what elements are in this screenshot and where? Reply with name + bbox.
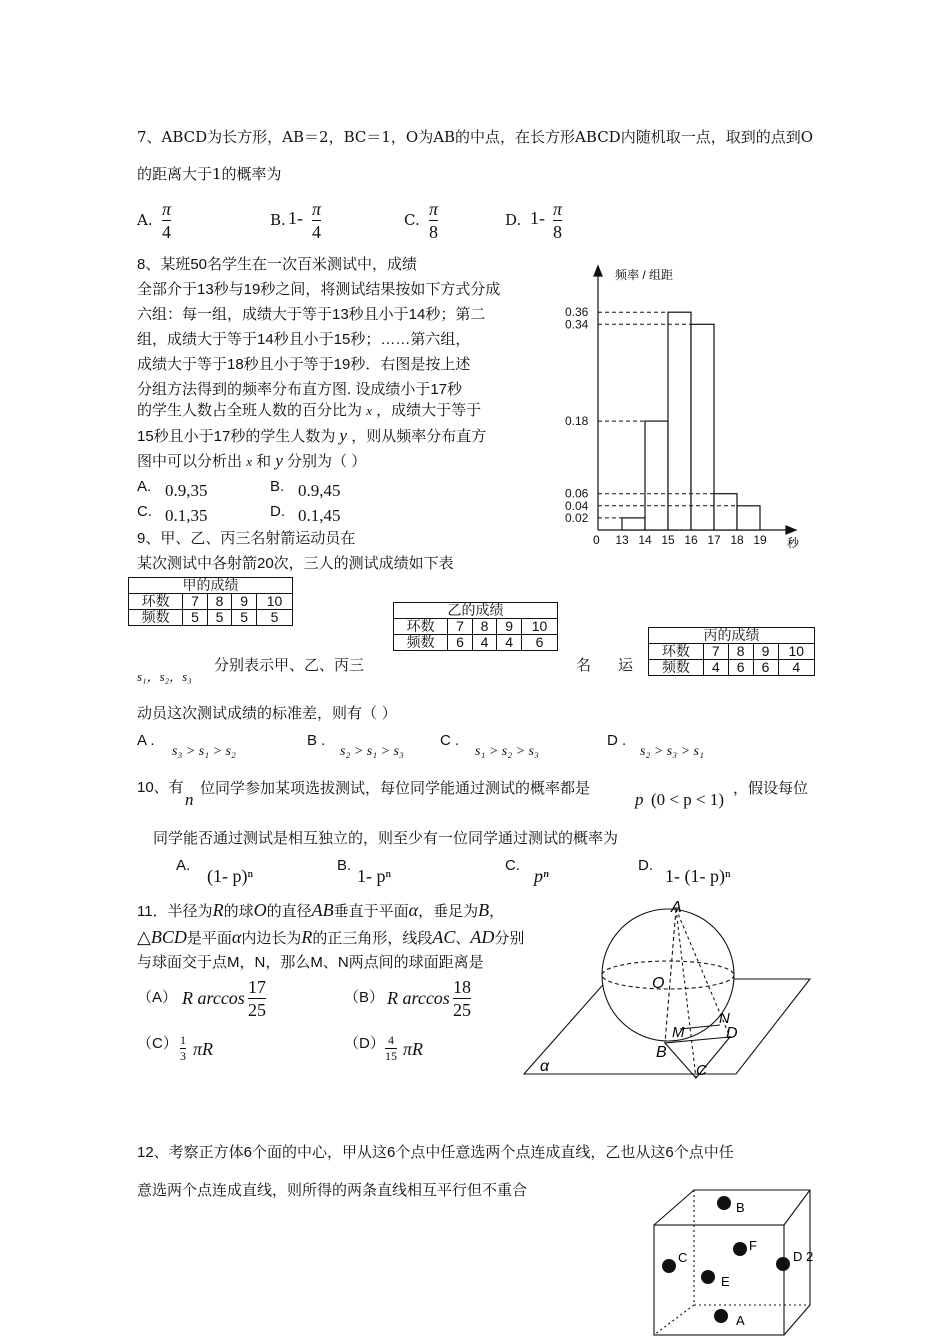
x-axis-label: 秒 [787,536,800,550]
point-D [776,1257,790,1271]
q9-desc-yun: 运 [618,656,634,674]
denominator: 4 [162,222,172,242]
label-B: B [736,1200,745,1215]
score-table-bing: 丙的成绩 环数 7 8 9 10 频数 4 6 6 4 [648,627,815,676]
point-E [701,1270,715,1284]
point-F [733,1242,747,1256]
numerator: π [312,199,322,219]
fraction [553,199,562,242]
fraction [162,199,171,242]
q9-desc: 分别表示甲、乙、丙三 [214,656,365,674]
label-D: D [726,1025,738,1042]
histogram-bar [668,312,691,530]
fraction [429,199,438,242]
q8-line: 全部介于13秒与19秒之间，将测试结果按如下方式分成 [137,281,501,298]
cube-figure [640,1185,825,1344]
point-C [662,1259,676,1273]
q11-line3: 与球面交于点M，N，那么M、N两点间的球面距离是 [137,954,484,971]
q10-n-var: n [185,790,194,809]
q9-line1: 9、甲、乙、丙三名射箭运动员在 [137,530,356,547]
q10-line2: 同学能否通过测试是相互独立的，则至少有一位同学通过测试的概率为 [153,829,619,847]
sphere [602,909,734,1041]
std-vars: s₁，s₂，s₃ [137,669,192,684]
label-C: C [678,1250,688,1265]
point-B [717,1196,731,1210]
q8-line: 六组：每一组，成绩大于等于13秒且小于14秒；第二 [137,306,486,323]
histogram-bar [691,324,714,530]
x-tick-label: 13 [615,533,629,547]
label-M: M [672,1024,685,1041]
q8-line: 成绩大于等于18秒且小于等于19秒．右图是按上述 [137,356,471,373]
q10-line1b: 位同学参加某项选拔测试，每位同学能通过测试的概率都是 [200,779,591,797]
q10-line1c: ，假设每位 [733,779,809,797]
histogram-bar [622,518,645,530]
y-tick-label: 0.34 [565,317,589,332]
x-tick-label: 14 [638,533,652,547]
y-tick-label: 0.36 [565,305,589,320]
y-tick-label: 0.02 [565,510,589,525]
q7-line2: 的距离大于1的概率为 [137,165,282,183]
label-A: A [671,899,682,916]
label-C: C [696,1062,707,1079]
y-tick-label: 0.18 [565,414,589,429]
numerator: π [553,199,563,219]
histogram-bar [645,421,668,530]
q9-line2: 某次测试中各射箭20次，三人的测试成绩如下表 [137,555,454,572]
label-B: B [656,1044,667,1061]
option-label: D. [505,211,522,229]
q7-line1: 7、ABCD为长方形，AB＝2，BC＝1，O为AB的中点，在长方形ABCD内随机取一点，取到的点到O [137,128,813,146]
q11-line2: △BCD是平面α内边长为R的正三角形，线段AC、AD分别 [137,927,525,947]
label-A: A [736,1313,745,1328]
q8-line: 的学生人数占全班人数的百分比为 x ，成绩大于等于 [137,402,482,419]
fraction: 18 25 [453,977,471,1020]
fraction: 17 25 [248,977,266,1020]
denominator: 4 [312,222,322,242]
q12-line1: 12、考察正方体6个面的中心，甲从这6个点中任意选两个点连成直线，乙也从这6个点中任 [137,1144,734,1161]
numerator: π [162,199,172,219]
q8-line: 组，成绩大于等于14秒且小于15秒；……第六组， [137,331,471,348]
q9-line4: 动员这次测试成绩的标准差，则有（ ） [137,704,397,722]
y-tick-label: 0.04 [565,498,589,513]
q12-line2: 意选两个点连成直线，则所得的两条直线相互平行但不重合 [137,1182,528,1199]
histogram-bar [737,506,760,530]
point-A [714,1309,728,1323]
denominator: 8 [553,222,563,242]
label-alpha: α [540,1058,550,1075]
label-D: D 2 [793,1249,814,1264]
fraction [312,199,321,242]
option-label: C. [404,211,420,229]
q10-line1a: 10、有 [137,779,184,796]
label-E: E [721,1274,730,1289]
score-table-yi: 乙的成绩 环数 7 8 9 10 频数 6 4 4 6 [393,602,558,651]
q8-line: 分组方法得到的频率分布直方图. 设成绩小于17秒 [137,381,463,398]
label-N: N [719,1010,730,1027]
q8-line: 15秒且小于17秒的学生人数为 y ，则从频率分布直方 [137,426,487,445]
score-table-jia: 甲的成绩 环数 7 8 9 10 频数 5 5 5 5 [128,577,293,626]
y-tick-label: 0.06 [565,486,589,501]
option-prefix: 1- [288,208,303,228]
option-label: A. [137,211,153,229]
x-tick-label: 17 [707,533,721,547]
q10-condition: (0 < p < 1) [651,790,724,809]
histogram-bar [714,494,737,530]
q9-desc-ming: 名 [576,656,592,674]
denominator: 8 [429,222,439,242]
table-caption: 丙的成绩 [649,628,815,644]
x-tick-label: 18 [730,533,744,547]
table-caption: 乙的成绩 [394,603,558,619]
fraction: 1 3 [180,1033,186,1063]
x-tick-label: 16 [684,533,698,547]
q11-line1: 11．半径为R的球O的直径AB垂直于平面α，垂足为B， [137,900,505,920]
fraction: 4 15 [385,1033,397,1063]
x-tick-label: 19 [753,533,767,547]
label-O: O [652,975,665,992]
option-label: B. [270,211,286,229]
label-F: F [749,1238,757,1253]
sphere-plane-figure [520,897,820,1082]
origin-label: 0 [593,533,600,547]
table-caption: 甲的成绩 [129,578,293,594]
option-prefix: 1- [530,208,545,228]
q8-line: 8、某班50名学生在一次百米测试中，成绩 [137,256,418,273]
y-axis-label: 频率 / 组距 [615,268,674,282]
x-tick-label: 15 [661,533,675,547]
frequency-histogram [560,258,810,553]
q8-line: 图中可以分析出 x 和 y 分别为（ ） [137,451,367,470]
numerator: π [429,199,439,219]
q10-p-var: p [635,790,644,809]
